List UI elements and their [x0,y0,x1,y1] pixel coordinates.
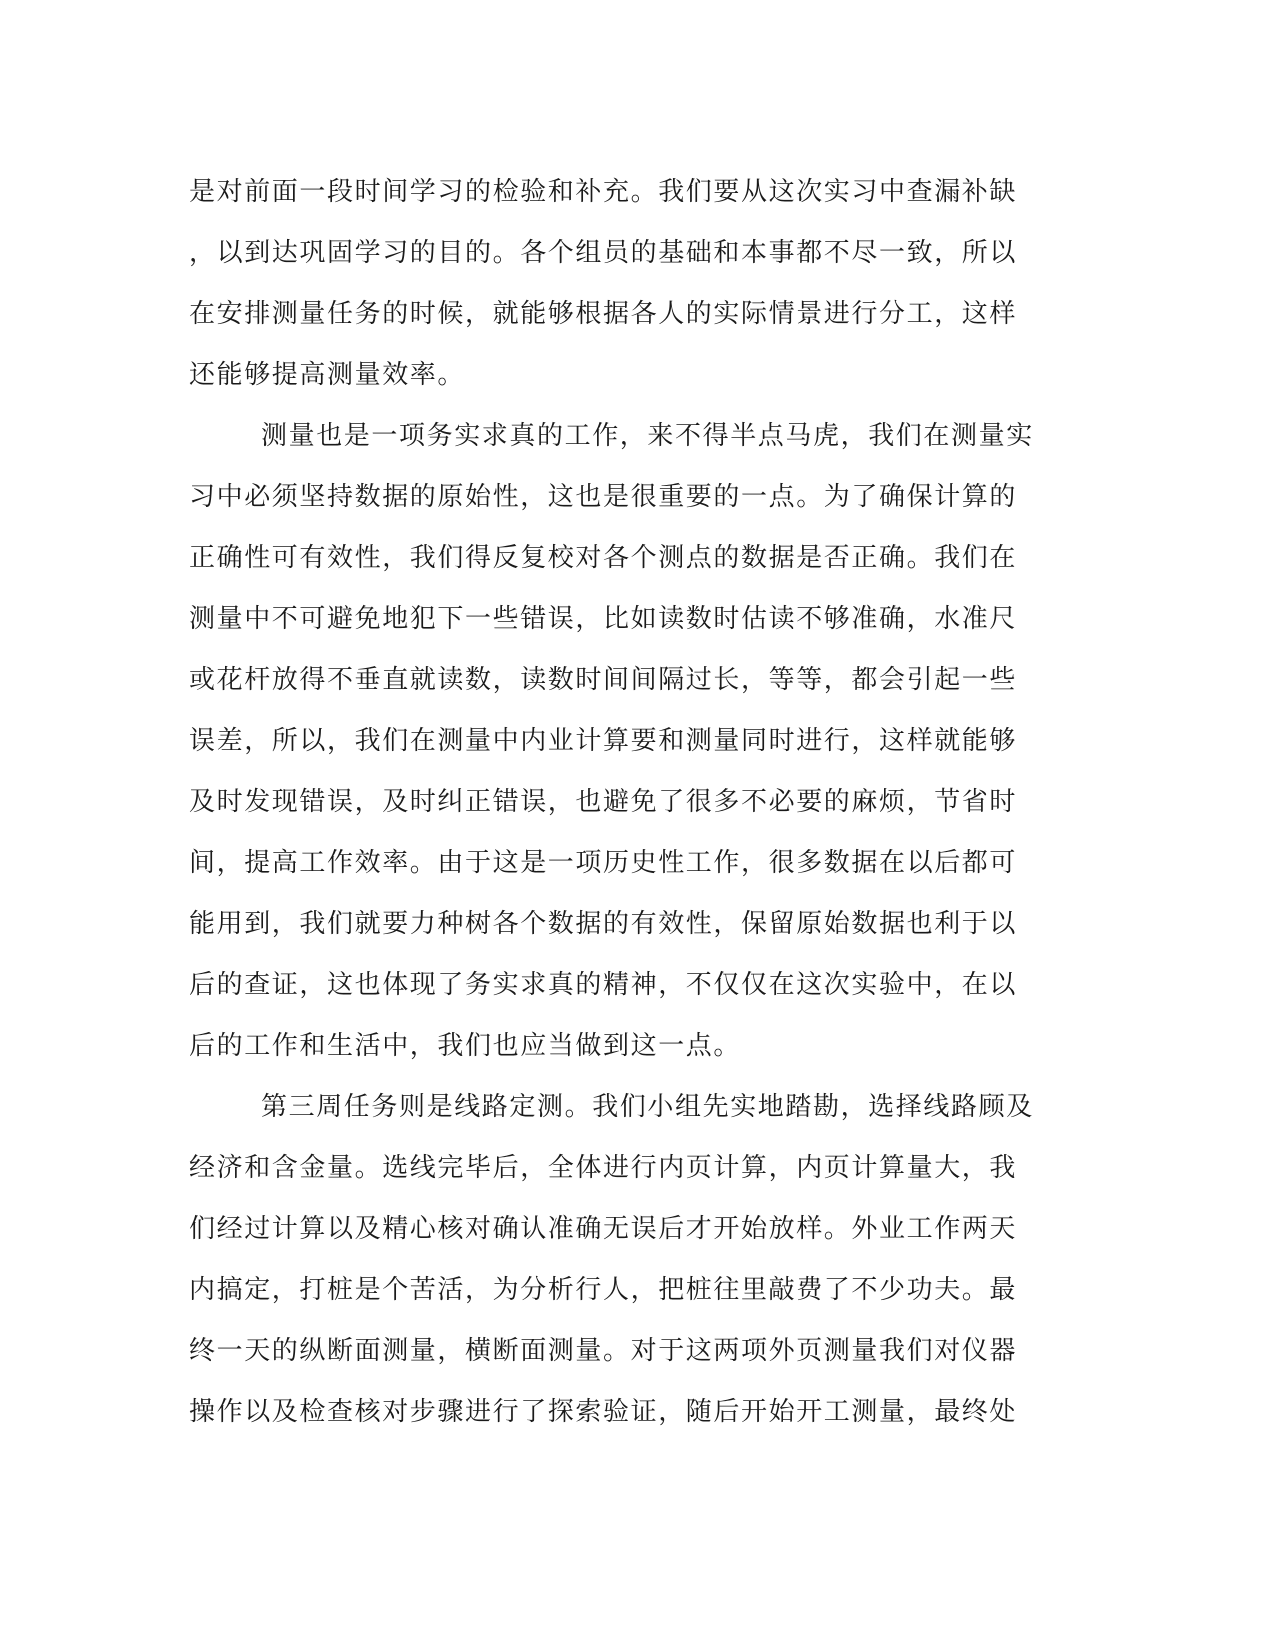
text-line: ，以到达巩固学习的目的。各个组员的基础和本事都不尽一致，所以 [189,238,1018,268]
text-line: 习中必须坚持数据的原始性，这也是很重要的一点。为了确保计算的 [189,482,1018,512]
text-line: 正确性可有效性，我们得反复校对各个测点的数据是否正确。我们在 [189,543,1018,573]
text-line: 或花杆放得不垂直就读数，读数时间间隔过长，等等，都会引起一些 [189,665,1018,695]
paragraph-2 [189,406,1089,1077]
text-line: 后的工作和生活中，我们也应当做到这一点。 [189,1031,742,1061]
text-line: 测量中不可避免地犯下一些错误，比如读数时估读不够准确，水准尺 [189,604,1018,634]
paragraph-3 [189,1077,1089,1443]
text-line: 第三周任务则是线路定测。我们小组先实地踏勘，选择线路顾及 [261,1092,1034,1122]
text-line: 还能够提高测量效率。 [189,360,466,390]
text-line: 测量也是一项务实求真的工作，来不得半点马虎，我们在测量实 [261,421,1034,451]
text-line: 终一天的纵断面测量，横断面测量。对于这两项外页测量我们对仪器 [189,1336,1018,1366]
text-line: 能用到，我们就要力种树各个数据的有效性，保留原始数据也利于以 [189,909,1018,939]
text-line: 操作以及检查核对步骤进行了探索验证，随后开始开工测量，最终处 [189,1397,1018,1427]
text-line: 们经过计算以及精心核对确认准确无误后才开始放样。外业工作两天 [189,1214,1018,1244]
text-line: 及时发现错误，及时纠正错误，也避免了很多不必要的麻烦，节省时 [189,787,1018,817]
text-line: 间，提高工作效率。由于这是一项历史性工作，很多数据在以后都可 [189,848,1018,878]
text-line: 后的查证，这也体现了务实求真的精神，不仅仅在这次实验中，在以 [189,970,1018,1000]
text-line: 经济和含金量。选线完毕后，全体进行内页计算，内页计算量大，我 [189,1153,1018,1183]
paragraph-1 [189,162,1089,406]
text-line: 误差，所以，我们在测量中内业计算要和测量同时进行，这样就能够 [189,726,1018,756]
text-line: 是对前面一段时间学习的检验和补充。我们要从这次实习中查漏补缺 [189,177,1018,207]
body-text [189,162,1089,1443]
text-line: 内搞定，打桩是个苦活，为分析行人，把桩往里敲费了不少功夫。最 [189,1275,1018,1305]
text-line: 在安排测量任务的时候，就能够根据各人的实际情景进行分工，这样 [189,299,1018,329]
